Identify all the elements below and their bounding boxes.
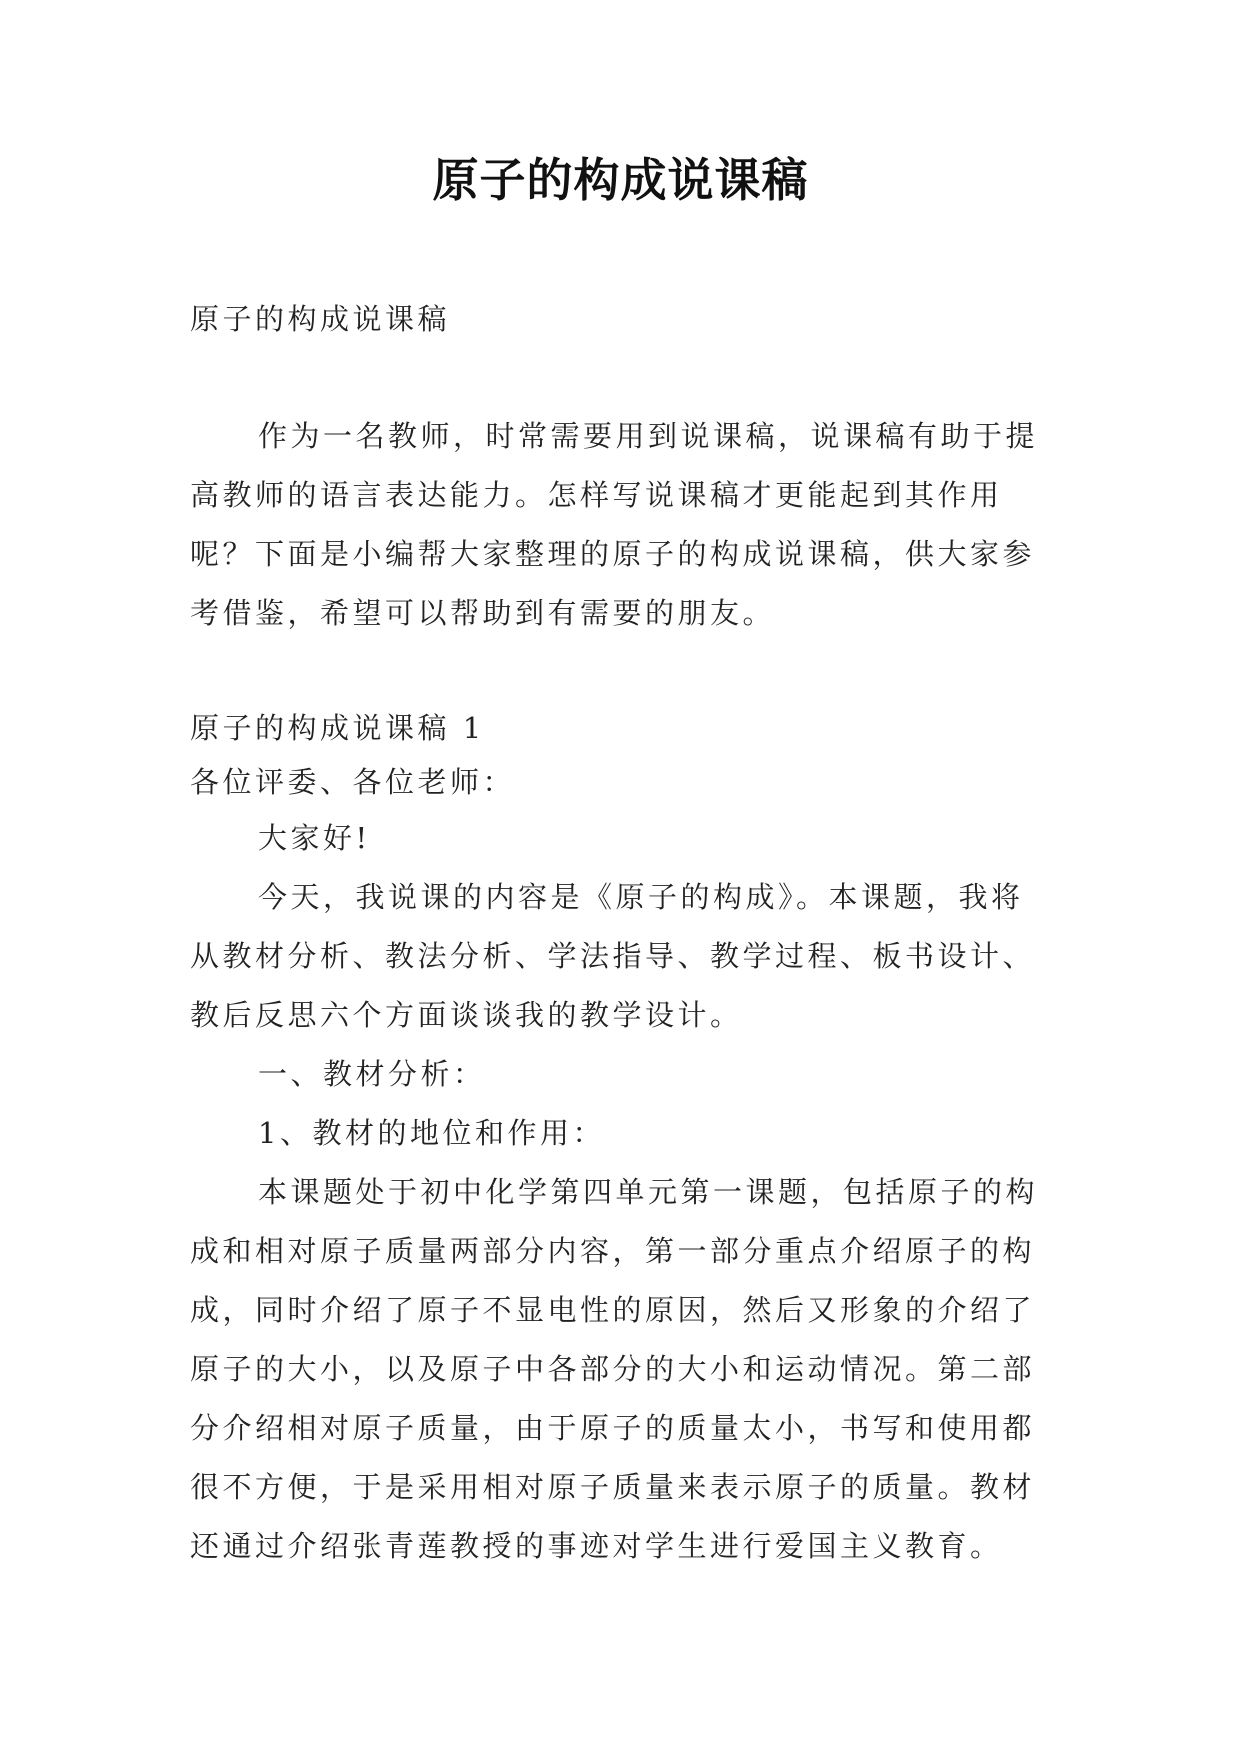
item-heading: 1、教材的地位和作用：	[258, 1116, 605, 1150]
document-title: 原子的构成说课稿	[432, 153, 809, 207]
content-line: 成和相对原子质量两部分内容，第一部分重点介绍原子的构	[190, 1234, 1036, 1268]
topic-line: 从教材分析、教法分析、学法指导、教学过程、板书设计、	[190, 939, 1036, 973]
intro-line: 考借鉴，希望可以帮助到有需要的朋友。	[190, 596, 776, 630]
topic-line: 今天，我说课的内容是《原子的构成》。本课题，我将	[258, 880, 1024, 914]
content-line: 本课题处于初中化学第四单元第一课题，包括原子的构	[258, 1175, 1039, 1209]
salutation: 各位评委、各位老师：	[190, 765, 516, 799]
content-line: 还通过介绍张青莲教授的事迹对学生进行爱国主义教育。	[190, 1529, 1003, 1563]
content-line: 分介绍相对原子质量，由于原子的质量太小，书写和使用都	[190, 1411, 1036, 1445]
greeting: 大家好!	[258, 821, 371, 855]
intro-line: 呢？下面是小编帮大家整理的原子的构成说课稿，供大家参	[190, 537, 1036, 571]
topic-line: 教后反思六个方面谈谈我的教学设计。	[190, 998, 743, 1032]
content-line: 成，同时介绍了原子不显电性的原因，然后又形象的介绍了	[190, 1293, 1036, 1327]
content-line: 原子的大小，以及原子中各部分的大小和运动情况。第二部	[190, 1352, 1036, 1386]
intro-line: 高教师的语言表达能力。怎样写说课稿才更能起到其作用	[190, 478, 1003, 512]
intro-paragraph	[190, 407, 1070, 643]
section-heading: 原子的构成说课稿 1	[190, 711, 485, 745]
document-body	[190, 290, 1070, 1576]
content-line: 很不方便，于是采用相对原子质量来表示原子的质量。教材	[190, 1470, 1036, 1504]
intro-line: 作为一名教师，时常需要用到说课稿，说课稿有助于提	[258, 419, 1039, 453]
content-paragraph	[190, 1163, 1070, 1576]
part-heading: 一、教材分析：	[258, 1057, 486, 1091]
subtitle: 原子的构成说课稿	[190, 302, 451, 336]
topic-paragraph	[190, 868, 1070, 1045]
